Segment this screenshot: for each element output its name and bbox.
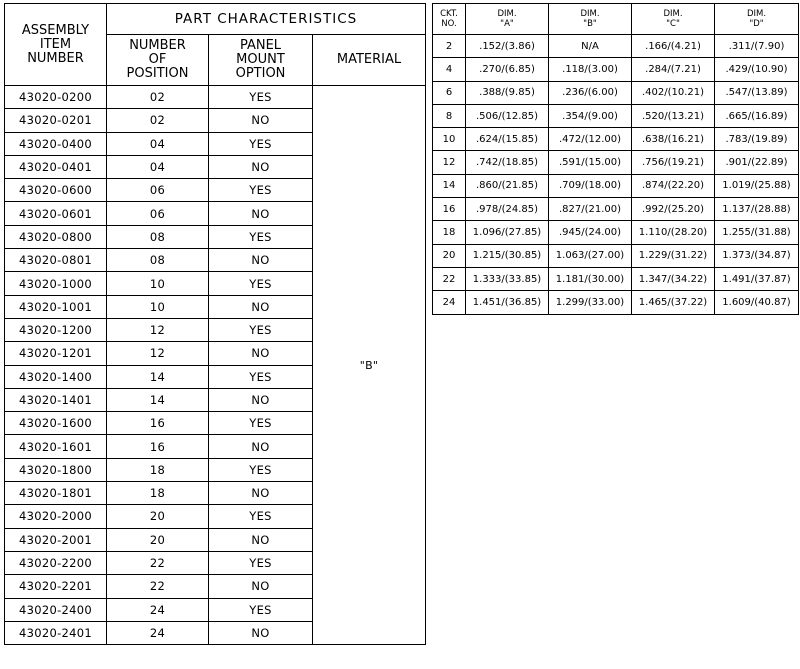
assembly-item-number-cell: 43020-1800 <box>5 458 107 481</box>
number-of-position-cell: 04 <box>107 155 209 178</box>
dim-b-cell: 1.063/(27.00) <box>549 244 632 267</box>
ckt-no-cell: 12 <box>433 151 466 174</box>
dimension-row <box>433 174 799 197</box>
dim-c-cell: .992/(25.20) <box>632 198 715 221</box>
dim-d-cell: 1.491/(37.87) <box>715 267 799 290</box>
number-of-position-cell: 04 <box>107 132 209 155</box>
assembly-item-number-cell: 43020-1201 <box>5 342 107 365</box>
dim-a-cell: .860/(21.85) <box>466 174 549 197</box>
assembly-item-number-cell: 43020-1001 <box>5 295 107 318</box>
assembly-item-number-cell: 43020-2400 <box>5 598 107 621</box>
dim-c-cell: 1.229/(31.22) <box>632 244 715 267</box>
material-header: MATERIAL <box>313 35 426 86</box>
dim-b-cell: .945/(24.00) <box>549 221 632 244</box>
dim-c-cell: .638/(16.21) <box>632 128 715 151</box>
panel-mount-option-cell: NO <box>209 528 313 551</box>
dim-a-header-text: DIM. "A" <box>497 9 517 29</box>
panel-mount-option-cell: YES <box>209 86 313 109</box>
dim-c-cell: .756/(19.21) <box>632 151 715 174</box>
number-of-position-cell: 24 <box>107 598 209 621</box>
dim-c-cell: 1.347/(34.22) <box>632 267 715 290</box>
dim-c-cell: .402/(10.21) <box>632 81 715 104</box>
dim-a-cell: .978/(24.85) <box>466 198 549 221</box>
assembly-item-number-cell: 43020-1601 <box>5 435 107 458</box>
panel-mount-option-cell: YES <box>209 318 313 341</box>
number-of-position-cell: 08 <box>107 225 209 248</box>
panel-mount-option-header-text: PANEL MOUNT OPTION <box>235 38 286 81</box>
dim-c-cell: .166/(4.21) <box>632 35 715 58</box>
assembly-item-number-cell: 43020-2401 <box>5 621 107 644</box>
dim-a-cell: .624/(15.85) <box>466 128 549 151</box>
ckt-no-header <box>433 4 466 35</box>
number-of-position-cell: 08 <box>107 249 209 272</box>
dimension-row <box>433 104 799 127</box>
panel-mount-option-cell: YES <box>209 598 313 621</box>
number-of-position-cell: 16 <box>107 435 209 458</box>
panel-mount-option-cell: YES <box>209 412 313 435</box>
ckt-no-header-text: CKT. NO. <box>440 9 458 29</box>
dim-d-header <box>715 4 799 35</box>
number-of-position-cell: 22 <box>107 551 209 574</box>
dim-a-cell: .506/(12.85) <box>466 104 549 127</box>
dim-c-cell: 1.110/(28.20) <box>632 221 715 244</box>
dimension-row <box>433 81 799 104</box>
panel-mount-option-cell: YES <box>209 365 313 388</box>
number-of-position-cell: 20 <box>107 505 209 528</box>
panel-mount-option-cell: NO <box>209 435 313 458</box>
assembly-item-number-cell: 43020-0800 <box>5 225 107 248</box>
dim-a-cell: 1.451/(36.85) <box>466 291 549 314</box>
panel-mount-option-cell: YES <box>209 458 313 481</box>
dim-a-cell: .388/(9.85) <box>466 81 549 104</box>
panel-mount-option-cell: YES <box>209 225 313 248</box>
panel-mount-option-cell: NO <box>209 249 313 272</box>
number-of-position-cell: 06 <box>107 202 209 225</box>
dim-d-cell: 1.137/(28.88) <box>715 198 799 221</box>
assembly-item-number-cell: 43020-2201 <box>5 575 107 598</box>
number-of-position-cell: 12 <box>107 342 209 365</box>
panel-mount-option-header <box>209 35 313 86</box>
dim-c-cell: .874/(22.20) <box>632 174 715 197</box>
number-of-position-cell: 12 <box>107 318 209 341</box>
dim-d-cell: 1.609/(40.87) <box>715 291 799 314</box>
assembly-item-number-cell: 43020-1600 <box>5 412 107 435</box>
panel-mount-option-cell: NO <box>209 342 313 365</box>
panel-mount-option-cell: YES <box>209 505 313 528</box>
ckt-no-cell: 8 <box>433 104 466 127</box>
dim-d-cell: .311/(7.90) <box>715 35 799 58</box>
dim-a-cell: 1.333/(33.85) <box>466 267 549 290</box>
assembly-item-number-cell: 43020-1801 <box>5 482 107 505</box>
assembly-table <box>4 3 426 645</box>
dim-d-cell: 1.019/(25.88) <box>715 174 799 197</box>
dim-b-cell: .709/(18.00) <box>549 174 632 197</box>
dim-b-cell: .591/(15.00) <box>549 151 632 174</box>
dim-b-header <box>549 4 632 35</box>
number-of-position-cell: 10 <box>107 272 209 295</box>
ckt-no-cell: 22 <box>433 267 466 290</box>
dimension-table <box>432 3 799 315</box>
number-of-position-cell: 18 <box>107 482 209 505</box>
dim-a-cell: 1.215/(30.85) <box>466 244 549 267</box>
dim-d-cell: 1.255/(31.88) <box>715 221 799 244</box>
panel-mount-option-cell: NO <box>209 109 313 132</box>
panel-mount-option-cell: NO <box>209 295 313 318</box>
dim-d-cell: 1.373/(34.87) <box>715 244 799 267</box>
dim-b-cell: .236/(6.00) <box>549 81 632 104</box>
ckt-no-cell: 20 <box>433 244 466 267</box>
assembly-item-number-cell: 43020-0200 <box>5 86 107 109</box>
dim-a-cell: .152/(3.86) <box>466 35 549 58</box>
assembly-item-number-header-text: ASSEMBLY ITEM NUMBER <box>21 22 90 66</box>
number-of-position-cell: 02 <box>107 109 209 132</box>
dim-d-cell: .547/(13.89) <box>715 81 799 104</box>
ckt-no-cell: 6 <box>433 81 466 104</box>
number-of-position-cell: 22 <box>107 575 209 598</box>
material-cell: "B" <box>313 86 426 645</box>
dim-a-cell: .742/(18.85) <box>466 151 549 174</box>
panel-mount-option-cell: NO <box>209 388 313 411</box>
number-of-position-cell: 10 <box>107 295 209 318</box>
dim-b-cell: N/A <box>549 35 632 58</box>
number-of-position-cell: 24 <box>107 621 209 644</box>
ckt-no-cell: 18 <box>433 221 466 244</box>
dimension-row <box>433 221 799 244</box>
dim-d-cell: .901/(22.89) <box>715 151 799 174</box>
assembly-item-number-cell: 43020-0600 <box>5 179 107 202</box>
number-of-position-header <box>107 35 209 86</box>
dimension-table-body <box>433 35 799 315</box>
dimension-row <box>433 244 799 267</box>
dimension-row <box>433 35 799 58</box>
assembly-item-number-cell: 43020-0401 <box>5 155 107 178</box>
assembly-item-number-cell: 43020-2001 <box>5 528 107 551</box>
dim-a-header <box>466 4 549 35</box>
assembly-item-number-cell: 43020-1000 <box>5 272 107 295</box>
dim-b-header-text: DIM. "B" <box>580 9 600 29</box>
panel-mount-option-cell: YES <box>209 179 313 202</box>
assembly-item-number-cell: 43020-1401 <box>5 388 107 411</box>
dimension-row <box>433 267 799 290</box>
assembly-item-number-cell: 43020-2000 <box>5 505 107 528</box>
number-of-position-cell: 14 <box>107 388 209 411</box>
ckt-no-cell: 4 <box>433 58 466 81</box>
assembly-item-number-cell: 43020-1200 <box>5 318 107 341</box>
dim-d-cell: .783/(19.89) <box>715 128 799 151</box>
assembly-table-body <box>5 86 426 645</box>
panel-mount-option-cell: YES <box>209 132 313 155</box>
dim-d-cell: .429/(10.90) <box>715 58 799 81</box>
ckt-no-cell: 14 <box>433 174 466 197</box>
assembly-item-number-cell: 43020-0201 <box>5 109 107 132</box>
dim-c-cell: .520/(13.21) <box>632 104 715 127</box>
number-of-position-cell: 18 <box>107 458 209 481</box>
panel-mount-option-cell: NO <box>209 482 313 505</box>
ckt-no-cell: 2 <box>433 35 466 58</box>
dim-b-cell: 1.299/(33.00) <box>549 291 632 314</box>
dim-b-cell: .354/(9.00) <box>549 104 632 127</box>
panel-mount-option-cell: NO <box>209 621 313 644</box>
dim-a-cell: .270/(6.85) <box>466 58 549 81</box>
dim-c-header <box>632 4 715 35</box>
assembly-item-number-cell: 43020-0601 <box>5 202 107 225</box>
panel-mount-option-cell: NO <box>209 155 313 178</box>
dim-c-cell: .284/(7.21) <box>632 58 715 81</box>
assembly-item-number-cell: 43020-0801 <box>5 249 107 272</box>
panel-mount-option-cell: NO <box>209 202 313 225</box>
number-of-position-cell: 02 <box>107 86 209 109</box>
dim-b-cell: .118/(3.00) <box>549 58 632 81</box>
dim-d-header-text: DIM. "D" <box>746 9 767 29</box>
dimension-row <box>433 151 799 174</box>
dim-a-cell: 1.096/(27.85) <box>466 221 549 244</box>
dim-b-cell: 1.181/(30.00) <box>549 267 632 290</box>
number-of-position-cell: 14 <box>107 365 209 388</box>
part-characteristics-header: PART CHARACTERISTICS <box>107 4 426 35</box>
assembly-item-number-cell: 43020-0400 <box>5 132 107 155</box>
assembly-item-number-cell: 43020-2200 <box>5 551 107 574</box>
dim-b-cell: .827/(21.00) <box>549 198 632 221</box>
dim-b-cell: .472/(12.00) <box>549 128 632 151</box>
dim-c-header-text: DIM. "C" <box>663 9 683 29</box>
number-of-position-cell: 06 <box>107 179 209 202</box>
panel-mount-option-cell: YES <box>209 551 313 574</box>
ckt-no-cell: 10 <box>433 128 466 151</box>
assembly-item-number-header <box>5 4 107 86</box>
dimension-row <box>433 291 799 314</box>
assembly-row <box>5 86 426 109</box>
dimension-row <box>433 58 799 81</box>
number-of-position-header-text: NUMBER OF POSITION <box>126 38 189 81</box>
ckt-no-cell: 16 <box>433 198 466 221</box>
dim-d-cell: .665/(16.89) <box>715 104 799 127</box>
panel-mount-option-cell: NO <box>209 575 313 598</box>
number-of-position-cell: 20 <box>107 528 209 551</box>
dimension-row <box>433 198 799 221</box>
assembly-item-number-cell: 43020-1400 <box>5 365 107 388</box>
dim-c-cell: 1.465/(37.22) <box>632 291 715 314</box>
dimension-row <box>433 128 799 151</box>
panel-mount-option-cell: YES <box>209 272 313 295</box>
ckt-no-cell: 24 <box>433 291 466 314</box>
number-of-position-cell: 16 <box>107 412 209 435</box>
